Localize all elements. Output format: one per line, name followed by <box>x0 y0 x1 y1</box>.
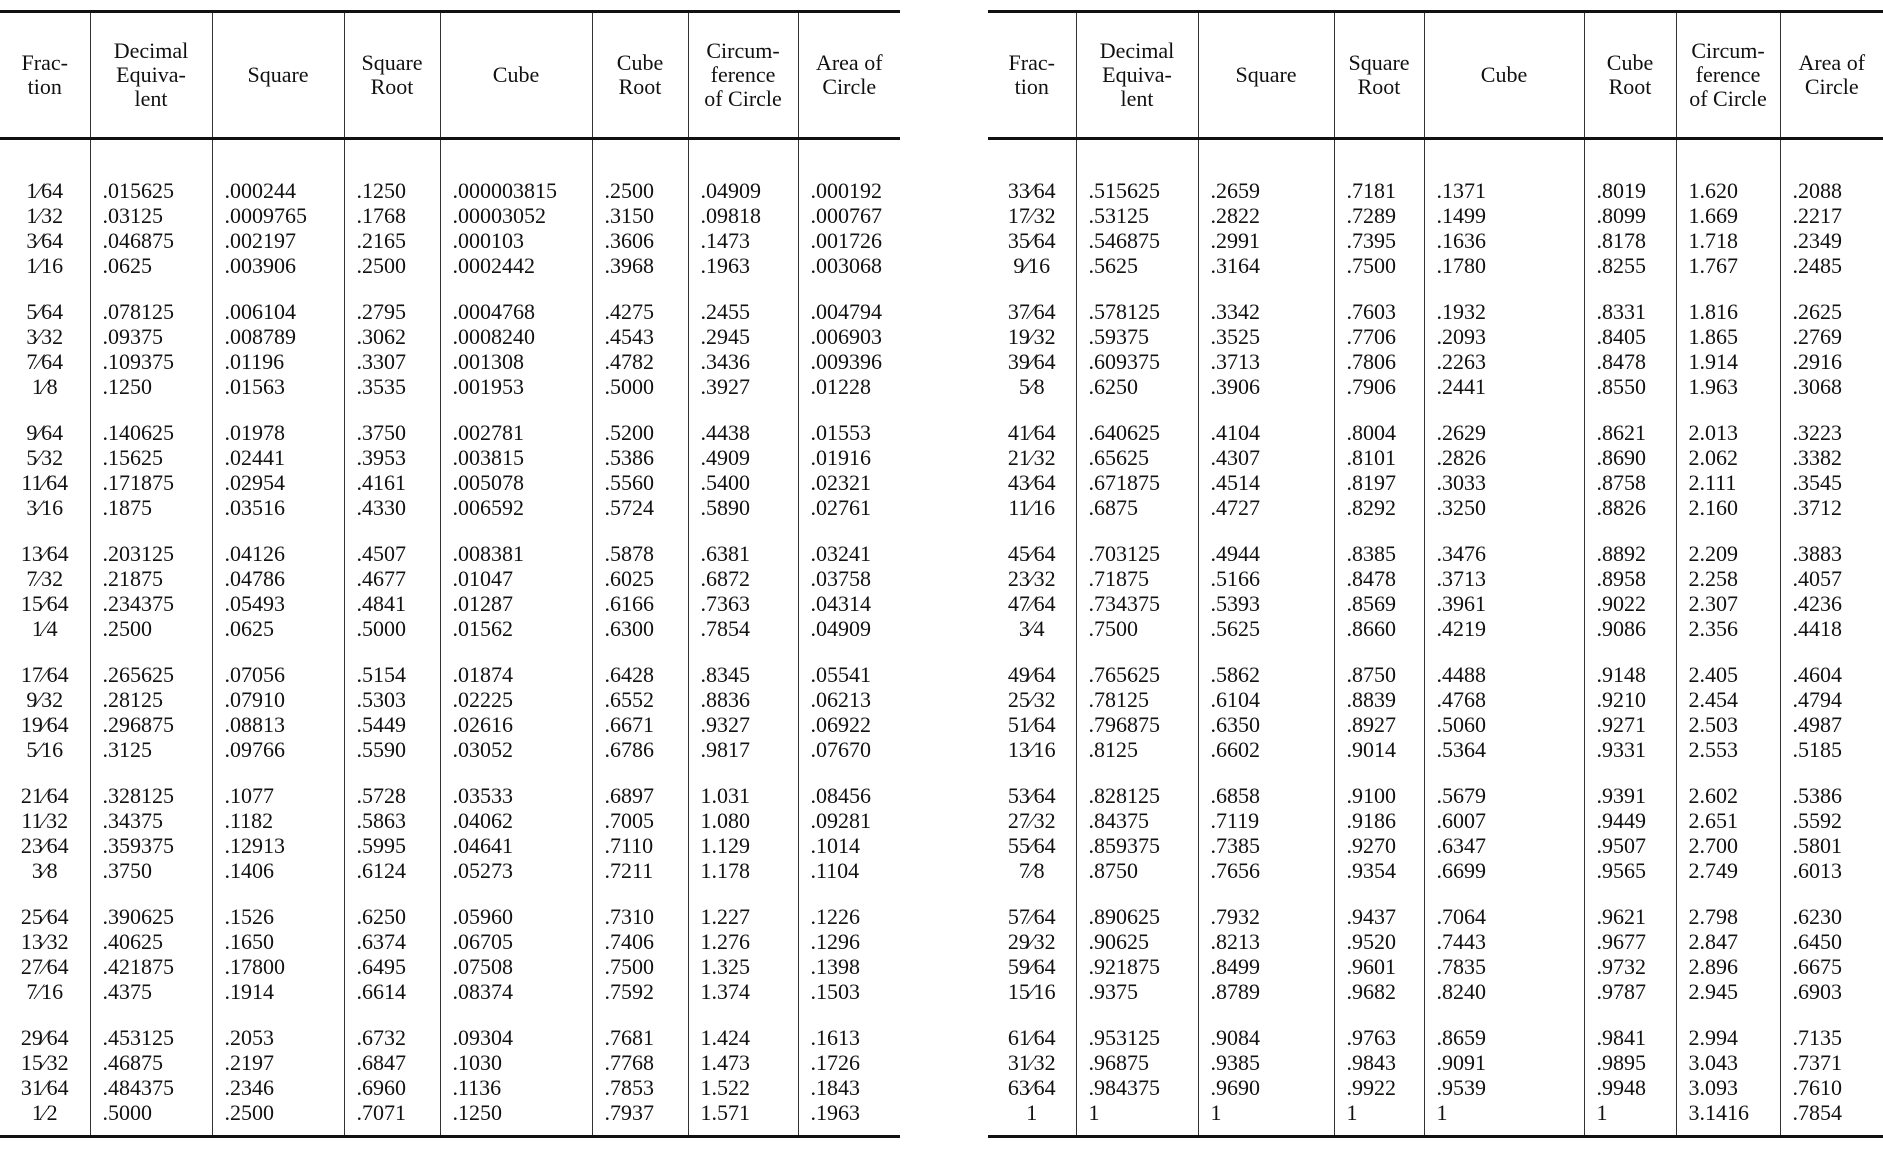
decimal-cell: .328125 .34375 .359375 .3750 <box>90 765 212 886</box>
cbrt-cell: .9841 .9895 .9948 1 <box>1584 1007 1676 1137</box>
circumference-cell: 2.209 2.258 2.307 2.356 <box>1676 523 1780 644</box>
fraction-cell: 53⁄64 27⁄32 55⁄64 7⁄8 <box>1007 783 1056 883</box>
header-square: Square <box>212 12 344 139</box>
area-cell: .2088 .2217 .2349 .2485 <box>1780 139 1883 282</box>
header-sqrt: Square Root <box>344 12 440 139</box>
cbrt-cell: .8892 .8958 .9022 .9086 <box>1584 523 1676 644</box>
circumference-cell: .6381 .6872 .7363 .7854 <box>688 523 798 644</box>
cube-cell: .1932 .2093 .2263 .2441 <box>1424 281 1584 402</box>
circumference-cell: 1.620 1.669 1.718 1.767 <box>1676 139 1780 282</box>
area-cell: .5386 .5592 .5801 .6013 <box>1780 765 1883 886</box>
cbrt-cell: .9621 .9677 .9732 .9787 <box>1584 886 1676 1007</box>
square-cell: .1526 .1650 .17800 .1914 <box>212 886 344 1007</box>
fraction-cell: 1⁄64 1⁄32 3⁄64 1⁄16 <box>26 178 64 278</box>
sqrt-cell: .8750 .8839 .8927 .9014 <box>1334 644 1424 765</box>
fraction-cell: 21⁄64 11⁄32 23⁄64 3⁄8 <box>20 783 69 883</box>
header-circumference: Circum- ference of Circle <box>688 12 798 139</box>
row-group <box>0 765 900 886</box>
cube-cell: .2629 .2826 .3033 .3250 <box>1424 402 1584 523</box>
decimal-cell: .703125 .71875 .734375 .7500 <box>1076 523 1198 644</box>
sqrt-cell: .8385 .8478 .8569 .8660 <box>1334 523 1424 644</box>
decimal-cell: .640625 .65625 .671875 .6875 <box>1076 402 1198 523</box>
circumference-cell: 1.227 1.276 1.325 1.374 <box>688 886 798 1007</box>
cube-cell: .4488 .4768 .5060 .5364 <box>1424 644 1584 765</box>
sqrt-cell: .3750 .3953 .4161 .4330 <box>344 402 440 523</box>
row-group <box>0 139 900 282</box>
fraction-cell: 9⁄64 5⁄32 11⁄64 3⁄16 <box>21 420 69 520</box>
area-cell: .03241 .03758 .04314 .04909 <box>798 523 900 644</box>
fraction-cell: 61⁄64 31⁄32 63⁄64 1 <box>988 1007 1076 1137</box>
cbrt-cell: .4275 .4543 .4782 .5000 <box>592 281 688 402</box>
decimal-cell: .578125 .59375 .609375 .6250 <box>1076 281 1198 402</box>
square-cell: .4104 .4307 .4514 .4727 <box>1198 402 1334 523</box>
row-group <box>0 1007 900 1137</box>
square-cell: .000244 .0009765 .002197 .003906 <box>212 139 344 282</box>
cbrt-cell: .7310 .7406 .7500 .7592 <box>592 886 688 1007</box>
fraction-cell: 29⁄64 15⁄32 31⁄64 1⁄2 <box>0 1007 90 1137</box>
row-group <box>0 523 900 644</box>
fraction-cell: 5⁄64 3⁄32 7⁄64 1⁄8 <box>26 299 64 399</box>
fraction-cell: 41⁄64 21⁄32 43⁄64 11⁄16 <box>1007 420 1056 520</box>
circumference-cell: .8345 .8836 .9327 .9817 <box>688 644 798 765</box>
area-cell: .7135 .7371 .7610 .7854 <box>1780 1007 1883 1137</box>
row-group <box>988 1007 1883 1137</box>
header-fraction: Frac- tion <box>0 12 90 139</box>
row-group <box>0 886 900 1007</box>
fraction-cell: 33⁄64 17⁄32 35⁄64 9⁄16 <box>1007 178 1056 278</box>
header-row <box>0 12 900 139</box>
square-cell: .6858 .7119 .7385 .7656 <box>1198 765 1334 886</box>
area-cell: .004794 .006903 .009396 .01228 <box>798 281 900 402</box>
circumference-cell: .2455 .2945 .3436 .3927 <box>688 281 798 402</box>
cube-cell: .09304 .1030 .1136 .1250 <box>440 1007 592 1137</box>
row-group <box>0 644 900 765</box>
fraction-cell: 13⁄64 7⁄32 15⁄64 1⁄4 <box>20 541 69 641</box>
sqrt-cell: .8004 .8101 .8197 .8292 <box>1334 402 1424 523</box>
row-group <box>988 281 1883 402</box>
decimal-cell: .890625 .90625 .921875 .9375 <box>1076 886 1198 1007</box>
decimal-cell: .140625 .15625 .171875 .1875 <box>90 402 212 523</box>
decimal-cell: .828125 .84375 .859375 .8750 <box>1076 765 1198 886</box>
circumference-cell: 2.013 2.062 2.111 2.160 <box>1676 402 1780 523</box>
area-cell: .01553 .01916 .02321 .02761 <box>798 402 900 523</box>
sqrt-cell: .1250 .1768 .2165 .2500 <box>344 139 440 282</box>
header-row <box>988 12 1883 139</box>
decimal-cell: .265625 .28125 .296875 .3125 <box>90 644 212 765</box>
header-area: Area of Circle <box>798 12 900 139</box>
circumference-cell: 1.816 1.865 1.914 1.963 <box>1676 281 1780 402</box>
cube-cell: .3476 .3713 .3961 .4219 <box>1424 523 1584 644</box>
header-fraction: Frac- tion <box>988 12 1076 139</box>
decimal-cell: .078125 .09375 .109375 .1250 <box>90 281 212 402</box>
row-group <box>988 644 1883 765</box>
sqrt-cell: .5154 .5303 .5449 .5590 <box>344 644 440 765</box>
circumference-cell: 1.031 1.080 1.129 1.178 <box>688 765 798 886</box>
square-cell: .5862 .6104 .6350 .6602 <box>1198 644 1334 765</box>
area-cell: .3883 .4057 .4236 .4418 <box>1780 523 1883 644</box>
header-cube: Cube <box>1424 12 1584 139</box>
row-group <box>988 139 1883 282</box>
decimal-cell: .515625 .53125 .546875 .5625 <box>1076 139 1198 282</box>
decimal-cell: .953125 .96875 .984375 1 <box>1076 1007 1198 1137</box>
sqrt-cell: .4507 .4677 .4841 .5000 <box>344 523 440 644</box>
cube-cell: .05960 .06705 .07508 .08374 <box>440 886 592 1007</box>
area-cell: .1226 .1296 .1398 .1503 <box>798 886 900 1007</box>
cbrt-cell: .6428 .6552 .6671 .6786 <box>592 644 688 765</box>
square-cell: .4944 .5166 .5393 .5625 <box>1198 523 1334 644</box>
cube-cell: .000003815 .00003052 .000103 .0002442 <box>440 139 592 282</box>
decimal-cell: .390625 .40625 .421875 .4375 <box>90 886 212 1007</box>
header-square: Square <box>1198 12 1334 139</box>
header-decimal: Decimal Equiva- lent <box>90 12 212 139</box>
sqrt-cell: .7181 .7289 .7395 .7500 <box>1334 139 1424 282</box>
sqrt-cell: .9100 .9186 .9270 .9354 <box>1334 765 1424 886</box>
sqrt-cell: .2795 .3062 .3307 .3535 <box>344 281 440 402</box>
square-cell: .9084 .9385 .9690 1 <box>1198 1007 1334 1137</box>
cbrt-cell: .6897 .7005 .7110 .7211 <box>592 765 688 886</box>
cbrt-cell: .9391 .9449 .9507 .9565 <box>1584 765 1676 886</box>
header-decimal: Decimal Equiva- lent <box>1076 12 1198 139</box>
cube-cell: .0004768 .0008240 .001308 .001953 <box>440 281 592 402</box>
row-group <box>988 765 1883 886</box>
circumference-cell: 2.798 2.847 2.896 2.945 <box>1676 886 1780 1007</box>
table-left <box>0 10 900 1138</box>
area-cell: .1613 .1726 .1843 .1963 <box>798 1007 900 1137</box>
row-group <box>988 523 1883 644</box>
area-cell: .05541 .06213 .06922 .07670 <box>798 644 900 765</box>
circumference-cell: 2.405 2.454 2.503 2.553 <box>1676 644 1780 765</box>
fraction-cell: 37⁄64 19⁄32 39⁄64 5⁄8 <box>1007 299 1056 399</box>
sqrt-cell: .9763 .9843 .9922 1 <box>1334 1007 1424 1137</box>
header-area: Area of Circle <box>1780 12 1883 139</box>
cube-cell: .8659 .9091 .9539 1 <box>1424 1007 1584 1137</box>
fraction-cell: 57⁄64 29⁄32 59⁄64 15⁄16 <box>1007 904 1056 1004</box>
cube-cell: .7064 .7443 .7835 .8240 <box>1424 886 1584 1007</box>
cbrt-cell: .8621 .8690 .8758 .8826 <box>1584 402 1676 523</box>
cube-cell: .1371 .1499 .1636 .1780 <box>1424 139 1584 282</box>
circumference-cell: 2.994 3.043 3.093 3.1416 <box>1676 1007 1780 1137</box>
cbrt-cell: .5878 .6025 .6166 .6300 <box>592 523 688 644</box>
cube-cell: .01874 .02225 .02616 .03052 <box>440 644 592 765</box>
square-cell: .7932 .8213 .8499 .8789 <box>1198 886 1334 1007</box>
fraction-cell: 49⁄64 25⁄32 51⁄64 13⁄16 <box>1007 662 1056 762</box>
area-cell: .08456 .09281 .1014 .1104 <box>798 765 900 886</box>
decimal-cell: .203125 .21875 .234375 .2500 <box>90 523 212 644</box>
fraction-cell: 25⁄64 13⁄32 27⁄64 7⁄16 <box>20 904 69 1004</box>
square-cell: .006104 .008789 .01196 .01563 <box>212 281 344 402</box>
circumference-cell: .4438 .4909 .5400 .5890 <box>688 402 798 523</box>
circumference-cell: 1.424 1.473 1.522 1.571 <box>688 1007 798 1137</box>
table-right <box>988 10 1883 1138</box>
row-group <box>988 402 1883 523</box>
square-cell: .3342 .3525 .3713 .3906 <box>1198 281 1334 402</box>
area-cell: .6230 .6450 .6675 .6903 <box>1780 886 1883 1007</box>
circumference-cell: .04909 .09818 .1473 .1963 <box>688 139 798 282</box>
area-cell: .2625 .2769 .2916 .3068 <box>1780 281 1883 402</box>
decimal-cell: .015625 .03125 .046875 .0625 <box>90 139 212 282</box>
sqrt-cell: .9437 .9520 .9601 .9682 <box>1334 886 1424 1007</box>
cbrt-cell: .2500 .3150 .3606 .3968 <box>592 139 688 282</box>
row-group <box>988 886 1883 1007</box>
header-cube: Cube <box>440 12 592 139</box>
cbrt-cell: .7681 .7768 .7853 .7937 <box>592 1007 688 1137</box>
fraction-cell: 17⁄64 9⁄32 19⁄64 5⁄16 <box>20 662 69 762</box>
cube-cell: .008381 .01047 .01287 .01562 <box>440 523 592 644</box>
circumference-cell: 2.602 2.651 2.700 2.749 <box>1676 765 1780 886</box>
decimal-cell: .453125 .46875 .484375 .5000 <box>90 1007 212 1137</box>
header-circumference: Circum- ference of Circle <box>1676 12 1780 139</box>
fraction-cell: 45⁄64 23⁄32 47⁄64 3⁄4 <box>1007 541 1056 641</box>
area-cell: .3223 .3382 .3545 .3712 <box>1780 402 1883 523</box>
area-cell: .000192 .000767 .001726 .003068 <box>798 139 900 282</box>
square-cell: .01978 .02441 .02954 .03516 <box>212 402 344 523</box>
cbrt-cell: .8331 .8405 .8478 .8550 <box>1584 281 1676 402</box>
decimal-cell: .765625 .78125 .796875 .8125 <box>1076 644 1198 765</box>
cube-cell: .002781 .003815 .005078 .006592 <box>440 402 592 523</box>
cube-cell: .03533 .04062 .04641 .05273 <box>440 765 592 886</box>
cbrt-cell: .5200 .5386 .5560 .5724 <box>592 402 688 523</box>
cbrt-cell: .8019 .8099 .8178 .8255 <box>1584 139 1676 282</box>
square-cell: .1077 .1182 .12913 .1406 <box>212 765 344 886</box>
square-cell: .04126 .04786 .05493 .0625 <box>212 523 344 644</box>
sqrt-cell: .5728 .5863 .5995 .6124 <box>344 765 440 886</box>
square-cell: .2053 .2197 .2346 .2500 <box>212 1007 344 1137</box>
row-group <box>0 402 900 523</box>
header-cbrt: Cube Root <box>592 12 688 139</box>
sqrt-cell: .6732 .6847 .6960 .7071 <box>344 1007 440 1137</box>
cube-cell: .5679 .6007 .6347 .6699 <box>1424 765 1584 886</box>
cbrt-cell: .9148 .9210 .9271 .9331 <box>1584 644 1676 765</box>
square-cell: .07056 .07910 .08813 .09766 <box>212 644 344 765</box>
header-cbrt: Cube Root <box>1584 12 1676 139</box>
header-sqrt: Square Root <box>1334 12 1424 139</box>
row-group <box>0 281 900 402</box>
sqrt-cell: .7603 .7706 .7806 .7906 <box>1334 281 1424 402</box>
sqrt-cell: .6250 .6374 .6495 .6614 <box>344 886 440 1007</box>
area-cell: .4604 .4794 .4987 .5185 <box>1780 644 1883 765</box>
square-cell: .2659 .2822 .2991 .3164 <box>1198 139 1334 282</box>
